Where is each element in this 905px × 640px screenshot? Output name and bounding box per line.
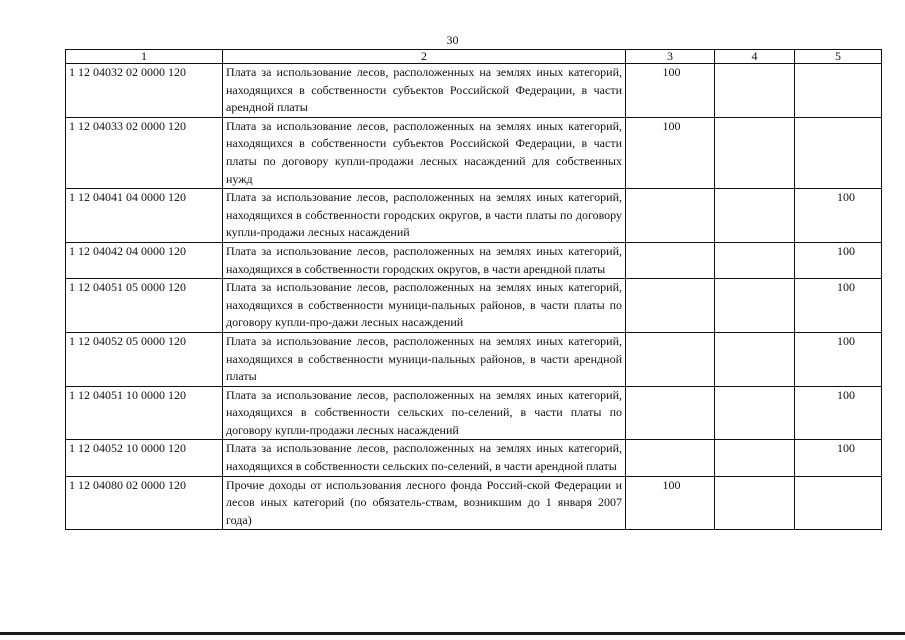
- scan-bottom-border: [0, 632, 905, 635]
- col3-value: [626, 189, 715, 243]
- income-code: 1 12 04052 05 0000 120: [66, 332, 223, 386]
- header-col-1: 1: [66, 50, 223, 64]
- col3-value: [626, 332, 715, 386]
- table-row: [66, 242, 882, 278]
- col5-value: [795, 117, 882, 188]
- col3-value: [626, 279, 715, 333]
- income-description: Плата за использование лесов, расположенных на землях иных категорий, находящихся в собственности субъектов Российской Федерации, в части арендной платы: [223, 64, 626, 118]
- income-description: Плата за использование лесов, расположенных на землях иных категорий, находящихся в собственности субъектов Российской Федерации, в части платы по договору купли-продажи лесных насаждений для собственных нужд: [223, 117, 626, 188]
- col5-value: 100: [795, 189, 882, 243]
- header-col-4: 4: [715, 50, 795, 64]
- budget-classification-table: [65, 49, 882, 530]
- table-body: [66, 64, 882, 530]
- col5-value: 100: [795, 279, 882, 333]
- table-row: [66, 189, 882, 243]
- table-row: [66, 476, 882, 530]
- col3-value: 100: [626, 117, 715, 188]
- col4-value: [715, 386, 795, 440]
- col5-value: [795, 64, 882, 118]
- page-number: 30: [446, 33, 459, 47]
- header-col-5: 5: [795, 50, 882, 64]
- col3-value: [626, 440, 715, 476]
- col3-value: 100: [626, 476, 715, 530]
- income-code: 1 12 04041 04 0000 120: [66, 189, 223, 243]
- income-description: Плата за использование лесов, расположенных на землях иных категорий, находящихся в собственности городских округов, в части арендной платы: [223, 242, 626, 278]
- col4-value: [715, 332, 795, 386]
- col4-value: [715, 279, 795, 333]
- table-row: [66, 279, 882, 333]
- col4-value: [715, 64, 795, 118]
- income-description: Плата за использование лесов, расположенных на землях иных категорий, находящихся в собственности сельских по-селений, в части платы по договору купли-продажи лесных насаждений: [223, 386, 626, 440]
- table-row: [66, 64, 882, 118]
- income-description: Прочие доходы от использования лесного фонда Россий-ской Федерации и лесов иных категорий (по обязатель-ствам, возникшим до 1 января 2007 года): [223, 476, 626, 530]
- income-description: Плата за использование лесов, расположенных на землях иных категорий, находящихся в собственности сельских по-селений, в части арендной платы: [223, 440, 626, 476]
- header-col-3: 3: [626, 50, 715, 64]
- income-code: 1 12 04033 02 0000 120: [66, 117, 223, 188]
- header-row: [66, 50, 882, 64]
- income-description: Плата за использование лесов, расположенных на землях иных категорий, находящихся в собственности муници-пальных районов, в части арендной платы: [223, 332, 626, 386]
- income-code: 1 12 04032 02 0000 120: [66, 64, 223, 118]
- table-row: [66, 332, 882, 386]
- col4-value: [715, 117, 795, 188]
- income-code: 1 12 04052 10 0000 120: [66, 440, 223, 476]
- col4-value: [715, 476, 795, 530]
- col5-value: 100: [795, 332, 882, 386]
- table-row: [66, 440, 882, 476]
- income-code: 1 12 04051 10 0000 120: [66, 386, 223, 440]
- income-code: 1 12 04080 02 0000 120: [66, 476, 223, 530]
- col3-value: 100: [626, 64, 715, 118]
- income-description: Плата за использование лесов, расположенных на землях иных категорий, находящихся в собственности муници-пальных районов, в части платы по договору купли-про-дажи лесных насаждений: [223, 279, 626, 333]
- col4-value: [715, 242, 795, 278]
- table-row: [66, 117, 882, 188]
- col5-value: 100: [795, 440, 882, 476]
- income-code: 1 12 04042 04 0000 120: [66, 242, 223, 278]
- col5-value: 100: [795, 386, 882, 440]
- col4-value: [715, 189, 795, 243]
- table-row: [66, 386, 882, 440]
- col3-value: [626, 386, 715, 440]
- header-col-2: 2: [223, 50, 626, 64]
- col4-value: [715, 440, 795, 476]
- income-description: Плата за использование лесов, расположенных на землях иных категорий, находящихся в собственности городских округов, в части платы по договору купли-продажи лесных насаждений: [223, 189, 626, 243]
- col5-value: 100: [795, 242, 882, 278]
- col5-value: [795, 476, 882, 530]
- col3-value: [626, 242, 715, 278]
- income-code: 1 12 04051 05 0000 120: [66, 279, 223, 333]
- table-header: [66, 50, 882, 64]
